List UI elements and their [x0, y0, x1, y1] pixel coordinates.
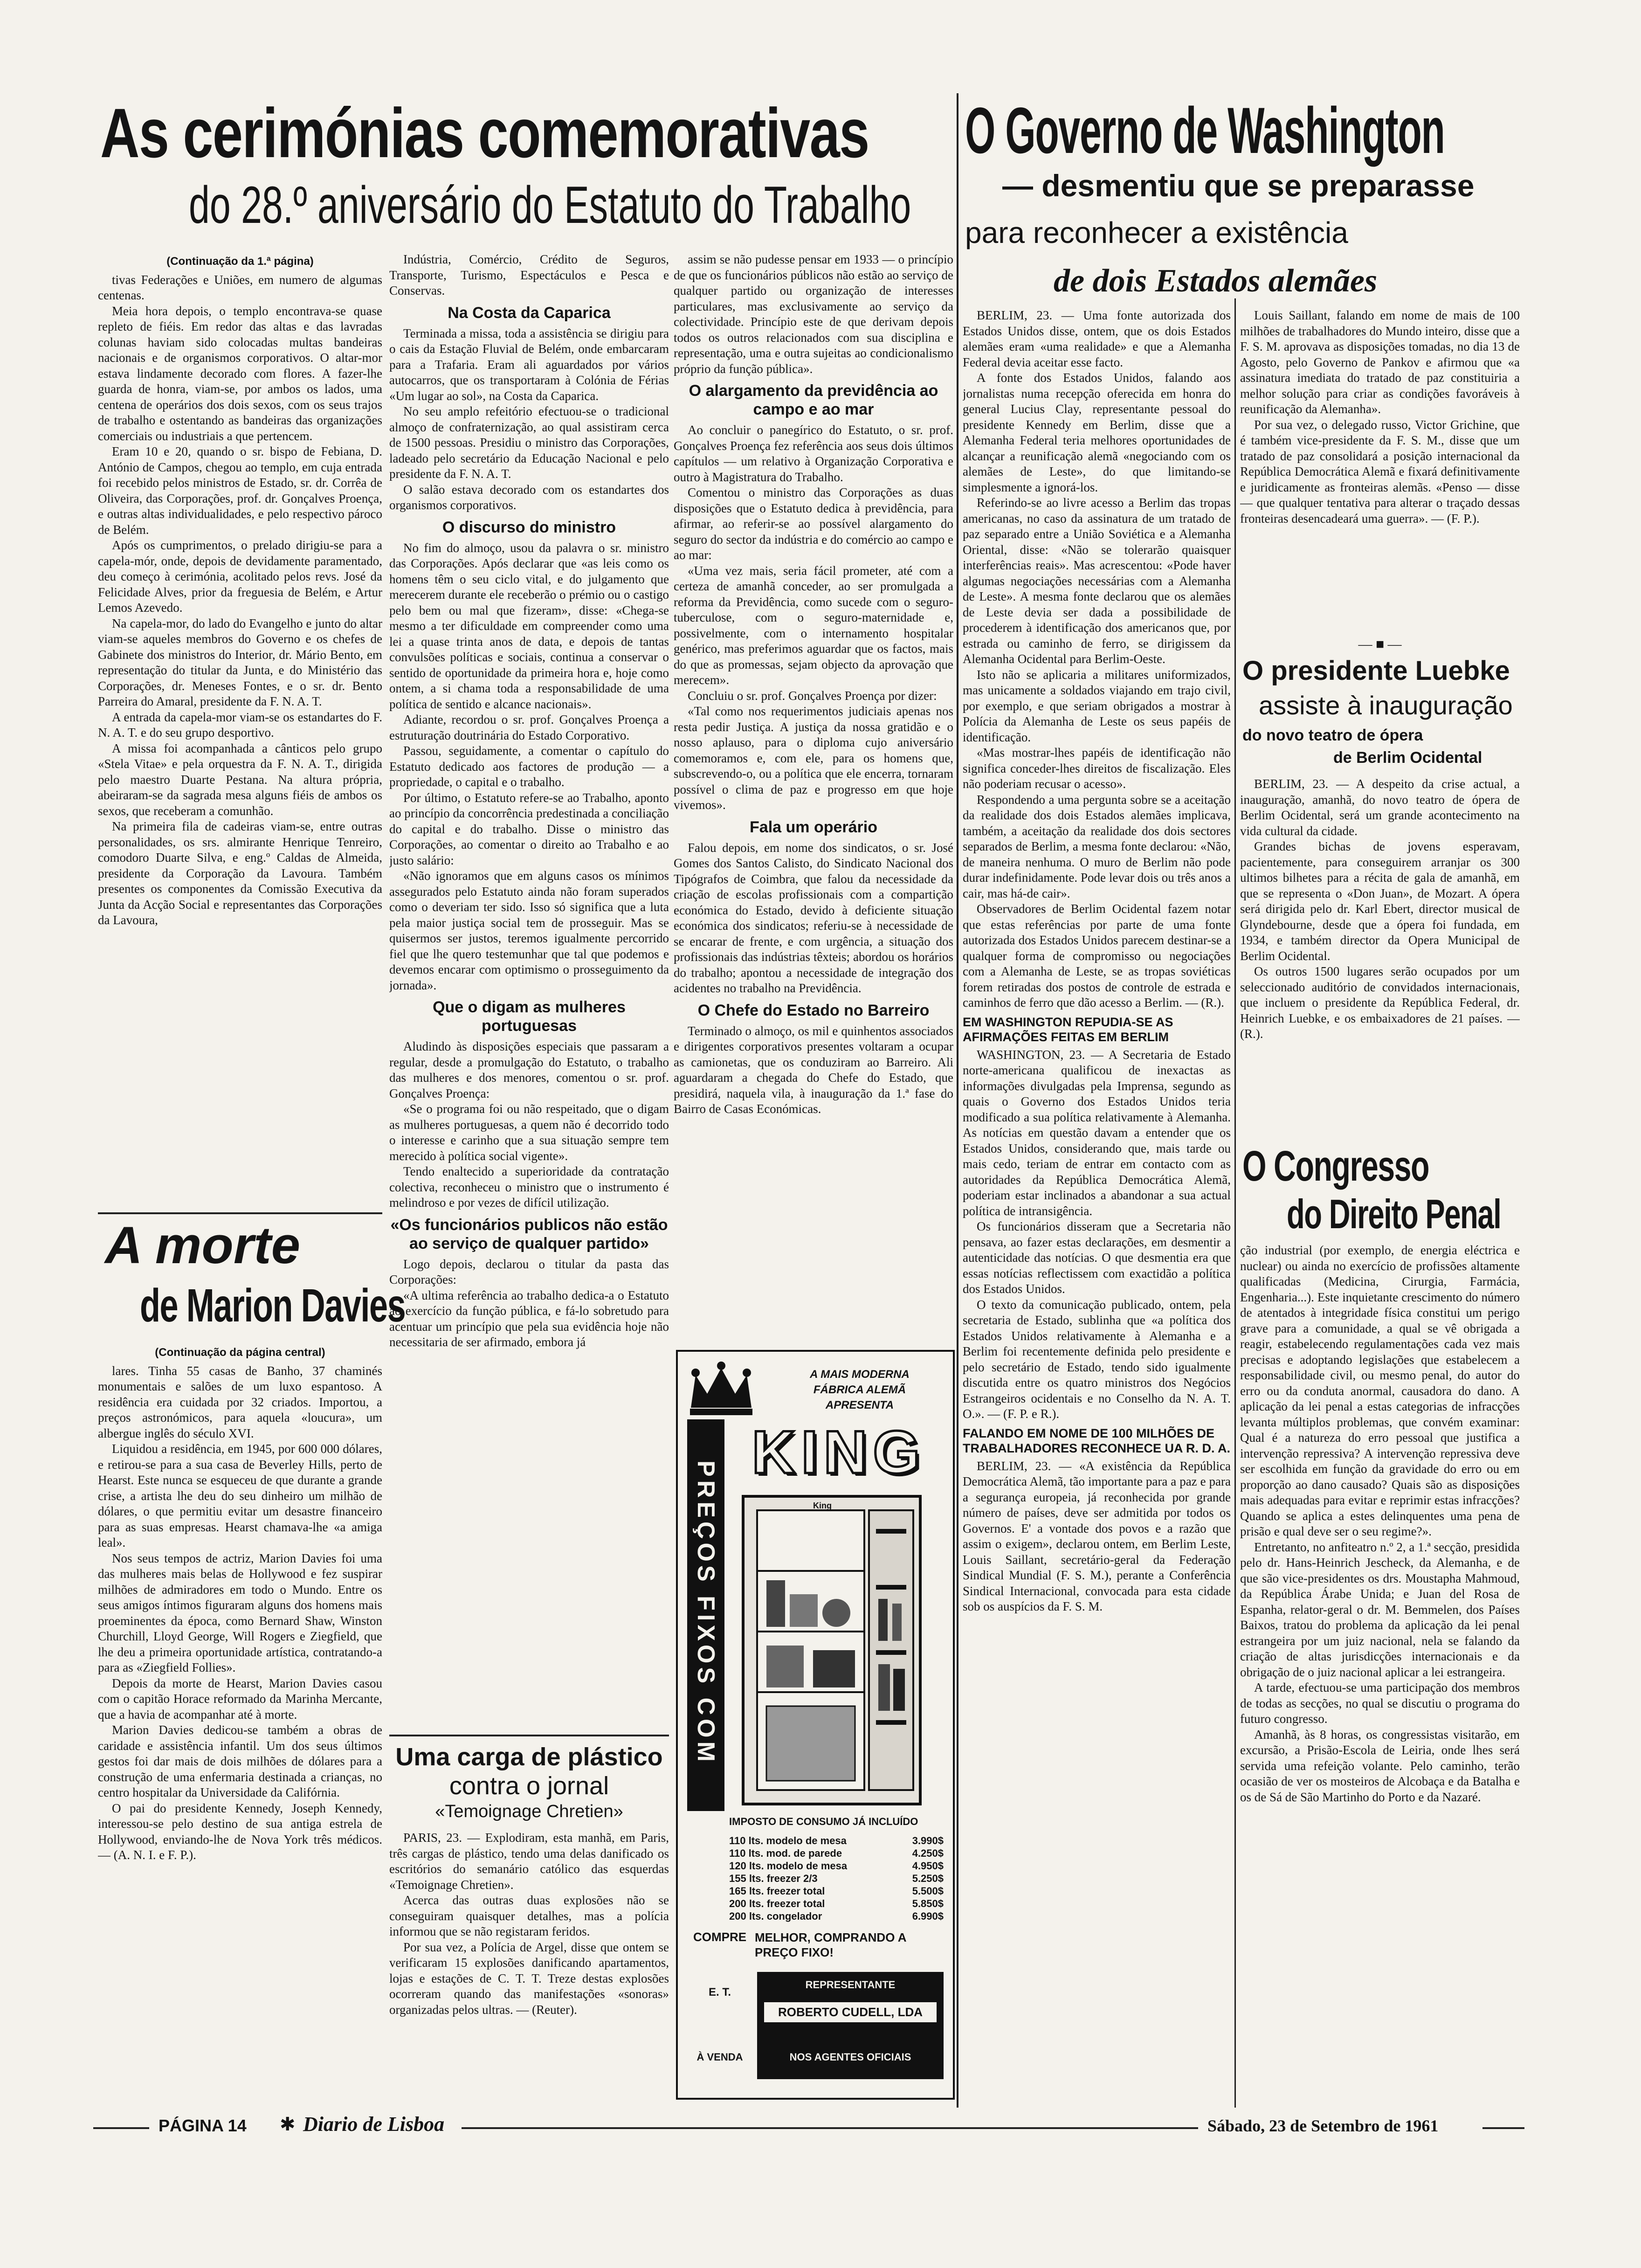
paragraph: A entrada da capela-mor viam-se os estandartes do F. N. A. T. e do seu grupo desportivo.	[98, 710, 382, 740]
subhead-operario: Fala um operário	[750, 818, 877, 836]
paragraph: Por sua vez, o delegado russo, Victor Grichine, que é também vice-presidente da F. S. M., disse que um tratado de paz consolidará a posição internacional da República Democrática Alemã e fixará definitivamente e juridicamente as fronteiras alemãs. «Penso — disse — que qualquer tentativa para alterar o traçado dessas fronteiras desencadeará uma guerra». — (F. P.).	[1240, 417, 1520, 526]
paragraph: Nos seus tempos de actriz, Marion Davies foi uma das mulheres mais belas de Hollywood e fez suspirar milhões de admiradores em todo o Mundo. Entre os seus amigos íntimos figuraram alguns dos homens mais proeminentes da época, como Bernard Shaw, Winston Churchill, Lloyd George, Will Rogers e Ziegfield, que lhe deu a primeira oportunidade artística, contratando-a para as «Ziegfield Follies».	[98, 1551, 382, 1674]
subhead-funcionarios: «Os funcionários publicos não estão ao serviço de qualquer partido»	[390, 1216, 668, 1252]
paragraph: «Não ignoramos que em alguns casos os mínimos assegurados pelo Estatuto ainda não foram superados como o deveriam ter sido. Isso só significa que a luta pela maior justiça social tem de prosseguir. Mas se quisermos ser justos, teremos igualmente percorrido fiel que lhe quero testemunhar que tal que podemos e devemos encarar com optimismo o prosseguimento da jornada».	[389, 869, 669, 992]
ad-price-table	[729, 1834, 944, 1922]
ad-tagline-3: APRESENTA	[825, 1399, 894, 1411]
footer-rule-mid	[462, 2127, 1198, 2129]
washington-column-1	[963, 308, 1231, 2103]
paragraph: Comentou o ministro das Corporações as duas disposições que o Estatuto dedica à previdência, para afirmar, ao referir-se ao possível alargamento do seguro do sector da indústria e do comércio ao campo e ao mar:	[674, 485, 953, 562]
paragraph: Referindo-se ao livre acesso a Berlim das tropas americanas, no caso da assinatura de um tratado de paz separado entre a União Soviética e a Alemanha Oriental, disse: «Não se tolerarão quaisquer interferências reais». Mas acrescentou: «Pode haver algumas negociações necessárias com a Alemanha de Leste». A mesma fonte declarou que os alemães de Leste devia ser dada a possibilidade de procederem à identificação dos americanos que, por estrada ou caminho de ferro, se dirigissem da Alemanha Ocidental para Berlim-Oeste.	[963, 496, 1231, 666]
ad-agents: NOS AGENTES OFICIAIS	[789, 2051, 911, 2063]
paragraph: A tarde, efectuou-se uma participação dos membros de todas as secções, no qual se discutiu o programa do futuro congresso.	[1240, 1680, 1520, 1726]
luebke-headline: O presidente Luebke	[1242, 656, 1510, 686]
paragraph: tivas Federações e Uniões, em numero de algumas centenas.	[98, 272, 382, 302]
king-advertisement	[676, 1350, 955, 2100]
washington-subheadline-1: — desmentiu que se preparasse	[1002, 168, 1475, 203]
footer-star-icon: ✱	[280, 2114, 296, 2135]
paragraph: Os funcionários disseram que a Secretaria não pensava, ao fazer estas declarações, em desmentir a autenticidade das notícias. O que desmentia era que essas notícias reflectissem com exactidão a política dos Estados Unidos.	[963, 1219, 1231, 1296]
ad-tagline-2: FÁBRICA ALEMÃ	[813, 1383, 906, 1396]
paragraph: Liquidou a residência, em 1945, por 600 000 dólares, e retirou-se para a sua casa de Beverley Hills, perto de Hearst. Este nunca se esqueceu de que durante a grande crise, a artista lhe deu do seu dinheiro um milhão de dólares, o que permitiu evitar um desastre financeiro para as suas empresas. Hearst chamava-lhe «a amiga leal».	[98, 1442, 382, 1549]
footer-date: Sábado, 23 de Setembro de 1961	[1207, 2116, 1439, 2135]
ad-slogan-a: COMPRE	[693, 1930, 747, 1944]
paragraph: Ao concluir o panegírico do Estatuto, o sr. prof. Gonçalves Proença fez referência aos seus dois últimos capítulos — um relativo à Organização Corporativa e outro à Magistratura do Trabalho.	[674, 423, 953, 484]
ad-tagline-1: A MAIS MODERNA	[810, 1368, 910, 1381]
price-row: 110 lts. mod. de parede 4.250$	[729, 1847, 944, 1859]
crown-icon	[686, 1361, 756, 1417]
paragraph: «Mas mostrar-lhes papéis de identificação não significa conceder-lhes direitos de fiscalização. Eles não poderiam recusar o acesso».	[963, 746, 1231, 791]
subhead-alargamento: O alargamento da previdência ao campo e ao mar	[689, 382, 938, 418]
marion-headline: A morte	[105, 1216, 301, 1274]
paragraph: Depois da morte de Hearst, Marion Davies casou com o capitão Horace reformado da Marinha Mercante, que a havia de acompanhar até à morte.	[98, 1676, 382, 1722]
ad-tax-line: IMPOSTO DE CONSUMO JÁ INCLUÍDO	[729, 1816, 918, 1827]
washington-subheadline-2: para reconhecer a existência	[965, 216, 1348, 249]
paragraph: Terminada a missa, toda a assistência se dirigiu para o cais da Estação Fluvial de Belém, onde embarcaram para a Trafaria. Eram ali aguardados por vários autocarros, que os transportaram à Colónia de Férias «Um lugar ao sol», na Costa da Caparica.	[389, 326, 669, 403]
ad-brand: KING	[752, 1418, 926, 1486]
marion-subheadline: de Marion Davies	[140, 1279, 406, 1332]
subhead-discurso: O discurso do ministro	[442, 518, 616, 536]
paragraph: O salão estava decorado com os estandartes dos organismos corporativos.	[389, 482, 669, 512]
paragraph: Adiante, recordou o sr. prof. Gonçalves Proença a estruturação doutrinária do Estado Corporativo.	[389, 712, 669, 742]
footer-paper-name: Diario de Lisboa	[303, 2113, 445, 2136]
price-row: 110 lts. modelo de mesa 3.990$	[729, 1835, 944, 1846]
paragraph: A missa foi acompanhada a cânticos pelo grupo «Stela Vitae» e pela orquestra da F. N. A. T., dirigida pelo maestro Duarte Pestana. Na altura própria, abeiraram-se da sagrada mesa alguns fiéis de ambos os sexos, que receberam a comunhão.	[98, 741, 382, 818]
paragraph: Por sua vez, a Polícia de Argel, disse que ontem se verificaram 15 explosões danificando apartamentos, lojas e estações de C. T. T. Treze destas explosões ocorreram quando das manifestações «sonoras» organizadas pelos ultras. — (Reuter).	[389, 1940, 669, 2017]
paragraph: O pai do presidente Kennedy, Joseph Kennedy, interessou-se pelo destino de sua antiga estrela de Hollywood, enviando-lhe de Nova York três médicos. — (A. N. I. e F. P.).	[98, 1801, 382, 1862]
paragraph: Passou, seguidamente, a comentar o capítulo do Estatuto dedicado aos factores de produção — a propriedade, o capital e o trabalho.	[389, 744, 669, 789]
congresso-subheadline: do Direito Penal	[1287, 1191, 1501, 1237]
subhead-digam: Que o digam as mulheres portuguesas	[433, 998, 626, 1035]
refrigerator-icon	[738, 1492, 925, 1809]
footer-page-number: PÁGINA 14	[159, 2116, 247, 2135]
paragraph: Marion Davies dedicou-se também a obras de caridade e assistência infantil. Um dos seus últimos gestos foi dar mais de dois milhões de dólares para a construção de uma enfermaria destinada a crianças, no centro hospitalar da Universidade da Califórnia.	[98, 1723, 382, 1799]
paragraph: Meia hora depois, o templo encontrava-se quase repleto de fiéis. Em redor das altas e das lavradas colunas haviam sido colocadas multas bandeiras nacionais e de organismos corporativos. O altar-mor estava lindamente decorado com flores. A fazer-lhe guarda de honra, viam-se, por ambos os lados, uma centena de operários dos dois sexos, com os seus trajos de trabalho e ostentando as bandeiras das organizações comerciais ou industriais a que pertencem.	[98, 304, 382, 443]
paragraph: ção industrial (por exemplo, de energia eléctrica e nuclear) ou ainda no exercício de profissões altamente qualificadas (Medicina, Cirurgia, Farmácia, Engenharia...). Este inquietante crescimento do número de atentados à integridade física constitui um perigo grave para a comunidade, a qual se vê obrigada a reagir, estabelecendo regulamentações cada vez mais precisas e adoptando legislações que estabelecem a responsabilidade civil, ou mesmo penal, do autor do erro ou da conduta anormal, causadora do dano. A aplicação da lei penal a estas categorias de infracções levanta múltiplos problemas, que convém examinar: Qual é a natureza do erro pessoal que justifica a intervenção repressiva? A intervenção repressiva deve ser escolhida em função da gravidade do erro ou em proporção ao dano causado? Quais são as disposições mais adequadas para evitar e reprimir estas infracções? Quando se aplica a estes delinquentes uma pena de prisão e qual deve ser o seu regime?».	[1240, 1243, 1520, 1538]
paragraph: Logo depois, declarou o titular da pasta das Corporações:	[389, 1257, 669, 1286]
paragraph: lares. Tinha 55 casas de Banho, 37 chaminés monumentais e salões de um luxo espantoso. A residência era cuidada por 32 criados. Importou, a preços astronómicos, para aquela «loucura», um albergue inglês do século XVI.	[98, 1363, 382, 1440]
paragraph: Na capela-mor, do lado do Evangelho e junto do altar viam-se aqueles membros do Governo e os chefes de Gabinete dos ministros do Interior, dr. Mário Bento, em representação do titular da Junta, e do Ministério das Corporações, dr. Meneses Fontes, e o sr. dr. Bento Parreira do Amaral, presidente da F. N. A. T.	[98, 616, 382, 708]
subhead-caparica: Na Costa da Caparica	[448, 304, 611, 322]
paragraph: Entretanto, no anfiteatro n.º 2, a 1.ª secção, presidida pelo dr. Hans-Heinrich Jescheck, da Alemanha, e de que são vice-presidentes os drs. Moustapha Mahmoud, da República Árabe Unida; e Juan del Rosa de Espanha, relator-geral o dr. M. Bemmelen, dos Países Baixos, tratou do problema da aplicação da lei penal estrangeira por um juiz nacional, nela se falando da criação de altas jurisdicções internacionais e da obrigação de o juiz nacional aplicar a lei estrangeira.	[1240, 1540, 1520, 1679]
divider-rule	[389, 1735, 669, 1736]
article-column-3	[674, 252, 953, 1343]
ad-rep-name: ROBERTO CUDELL, LDA	[764, 2002, 937, 2022]
paragraph: Concluiu o sr. prof. Gonçalves Proença por dizer:	[688, 688, 937, 703]
paragraph: A fonte dos Estados Unidos, falando aos jornalistas numa recepção oferecida em honra do general Lucius Clay, representante pessoal do presidente Kennedy em Berlim, disse que a Alemanha Federal teria melhores oportunidades de alcançar a reunificação alemã «negociando com os alemães de Leste», do que limitando-se simplesmente a ignorá-los.	[963, 371, 1231, 494]
paragraph: Respondendo a uma pergunta sobre se a aceitação da realidade dos dois Estados alemães implicava, também, a aceitação da realidade dos dois sectores separados de Berlim, a mesma fonte declarou: «Não, de maneira nenhuma. O muro de Berlim não pode durar indefinidamente. Pode levar dois ou três anos a cair, mas há-de cair».	[963, 792, 1231, 900]
footer-rule-left	[93, 2127, 149, 2129]
paragraph: No seu amplo refeitório efectuou-se o tradicional almoço de confraternização, ao qual assistiram cerca de 1500 pessoas. Presidiu o ministro das Corporações, ladeado pelo secretário da Educação Nacional e pelo presidente da F. N. A. T.	[389, 404, 669, 481]
paragraph: Após os cumprimentos, o prelado dirigiu-se para a capela-mór, onde, depois de devidamente paramentado, deu começo à cerimónia, acolitado pelos revs. José da Felicidade Alves, prior da freguesia de Belém, e Artur Lemos Azevedo.	[98, 538, 382, 615]
washington-column-2	[1240, 308, 1520, 639]
price-row: 120 lts. modelo de mesa 4.950$	[729, 1860, 944, 1872]
price-row: 200 lts. freezer total 5.850$	[729, 1898, 944, 1909]
luebke-column	[1240, 776, 1520, 1145]
paragraph: Tendo enaltecido a superioridade da contratação colectiva, reconheceu o ministro que o instrumento é melindroso e por vezes de difícil utilização.	[389, 1164, 669, 1210]
price-row: 155 lts. freezer 2/3 5.250$	[729, 1873, 944, 1884]
paragraph: Acerca das outras duas explosões não se conseguiram quaisquer detalhes, mas a polícia informou que se não registaram feridos.	[389, 1893, 669, 1938]
paragraph: BERLIM, 23. — A despeito da crise actual, a inauguração, amanhã, do novo teatro de ópera de Berlim Ocidental, será um grande acontecimento na vida cultural da cidade.	[1240, 777, 1520, 838]
ad-rep-label: REPRESENTANTE	[805, 1979, 896, 1991]
fridge-brand-label: King	[813, 1501, 832, 1510]
plastico-column	[389, 1830, 669, 2091]
subhead-falando: FALANDO EM NOME DE 100 MILHÕES DE TRABALHADORES RECONHECE UA R. D. A.	[963, 1426, 1231, 1455]
paragraph: assim se não pudesse pensar em 1933 — o princípio de que os funcionários públicos não estão ao serviço de qualquer partido ou organização de interesses particulares, mas exclusivamente ao serviço da colectividade. Princípio este de que derivam depois todos os outros relacionados com sua disciplina e representação, uma e outra sujeitas ao condicionalismo próprio da função pública».	[674, 252, 953, 376]
luebke-subheadline-1: assiste à inauguração	[1259, 691, 1513, 720]
paragraph: Grandes bichas de jovens esperavam, pacientemente, para conseguirem arranjar os 300 ultimos bilhetes para a récita de gala de amanhã, em que se representa o «Don Juan», de Mozart. A ópera será dirigida pelo dr. Karl Ebert, director musical de Glyndebourne, desde que a ópera foi fundada, em 1934, e também director da Opera Municipal de Berlim Ocidental.	[1240, 839, 1520, 963]
luebke-subheadline-3: de Berlim Ocidental	[1333, 749, 1482, 767]
washington-headline: O Governo de Washington	[965, 94, 1445, 167]
price-row: 165 lts. freezer total 5.500$	[729, 1885, 944, 1897]
continuation-note: (Continuação da 1.ª página)	[166, 255, 314, 268]
ad-slogan-b: MELHOR, COMPRANDO A PREÇO FIXO!	[755, 1930, 906, 1959]
paragraph: Observadores de Berlim Ocidental fazem notar que estas referências por parte de uma fonte autorizada dos Estados Unidos parecem destinar-se a qualquer forma de compromisso ou negociações com a Alemanha de Leste, se as tropas soviéticas forem retiradas dos postos de controle de estrada e caminhos de ferro que dão acesso a Berlim. — (R.).	[963, 902, 1231, 1010]
ad-venda: À VENDA	[696, 2051, 743, 2063]
column-rule	[957, 93, 958, 2108]
paragraph: «Tal como nos requerimentos judiciais apenas nos resta pedir Justiça. A justiça da nossa gratidão e o nosso aplauso, para o diploma cujo aniversário comemoramos e, com ele, para os homens que, subscrevendo-o, ou a política que ele encerra, tornaram possível o clima de paz e progresso em que hoje vivemos».	[674, 704, 953, 812]
plastico-subheadline: contra o jornal	[449, 1772, 609, 1800]
article-column-1	[98, 252, 382, 1203]
main-headline: As cerimónias comemorativas	[100, 94, 869, 172]
paragraph: BERLIM, 23. — «A existência da República Democrática Alemã, tão importante para a paz e para a segurança europeia, já reconhecida por grande número de países, deve ser admitida por todos os Governos. E' a vontade dos povos e a razão que assim o exigem», declarou ontem, em Berlim Leste, Louis Saillant, secretário-geral da Federação Sindical Mundial (F. S. M.), perante a Conferência Sindical Internacional, convocada para esta cidade sob os auspícios da F. S. M.	[963, 1459, 1231, 1613]
paragraph: PARIS, 23. — Explodiram, esta manhã, em Paris, três cargas de plástico, tendo uma delas danificado os escritórios do semanário católico das esquerdas «Temoignage Chretien».	[389, 1831, 669, 1892]
paragraph: Os outros 1500 lugares serão ocupados por um seleccionado auditório de convidados internacionais, que incluem o presidente da República Federal, dr. Heinrich Luebke, e os embaixadores de 21 países. — (R.).	[1240, 964, 1520, 1041]
congresso-headline: O Congresso	[1242, 1142, 1429, 1190]
paragraph: BERLIM, 23. — Uma fonte autorizada dos Estados Unidos disse, ontem, que os dois Estados alemães eram «uma realidade» e que a Alemanha Federal devia aceitar esse facto.	[963, 308, 1231, 369]
congresso-column	[1240, 1243, 1520, 2103]
paragraph: No fim do almoço, usou da palavra o sr. ministro das Corporações. Após declarar que «as leis como os homens têm o seu ciclo vital, e do julgamento que merecerem durante ele receberão o prémio ou o castigo pelo bem ou mal que fizeram», disse: «Chega-se mesmo a ter dificuldade em compreender como uma lei a quase trinta anos de data, e depois de tantas convulsões políticas e sociais, continua a conservar o sentido de oportunidade da primeira hora e, hoje como ontem, a si chama toda a responsabilidade de uma política de sentido e alcance nacionais».	[389, 540, 669, 711]
paragraph: Aludindo às disposições especiais que passaram a regular, desde a promulgação do Estatuto, o trabalho das mulheres e dos menores, comentou o sr. prof. Gonçalves Proença:	[389, 1039, 669, 1100]
paragraph: Louis Saillant, falando em nome de mais de 100 milhões de trabalhadores do Mundo inteiro, disse que a F. S. M. aprovava as disposições tomadas, no dia 13 de Agosto, pelo Governo de Pankov e afirmou que «a assinatura imediata do tratado de paz constituiria a melhor solução para criar as condições favoráveis à reunificação da Alemanha».	[1240, 308, 1520, 416]
column-rule	[1234, 298, 1236, 2108]
main-subheadline: do 28.º aniversário do Estatuto do Trabalho	[189, 176, 911, 234]
continuation-note: (Continuação da página central)	[155, 1346, 325, 1359]
paragraph: Isto não se aplicaria a militares uniformizados, mas unicamente a soldados viajando em trajo civil, por exemplo, e que seriam obrigados a mostrar à Polícia da Alemanha de Leste os seus papéis de identificação.	[963, 667, 1231, 744]
plastico-subheadline-2: «Temoignage Chretien»	[435, 1802, 623, 1821]
plastico-headline: Uma carga de plástico	[395, 1743, 663, 1771]
paragraph: «Se o programa foi ou não respeitado, que o digam as mulheres portuguesas, a quem não é decorrido todo o interesse e carinho que a sua situação sempre tem merecido à política social vigente».	[389, 1102, 669, 1163]
price-row: 200 lts. congelador 6.990$	[729, 1910, 944, 1922]
paragraph: Eram 10 e 20, quando o sr. bispo de Febiana, D. António de Campos, chegou ao templo, em cuja entrada foi recebido pelos ministros de Estado, sr. dr. Corrêa de Oliveira, das Corporações, prof. dr. Gonçalves Proença, e outras altas individualidades, e pelo respectivo pároco de Belém.	[98, 444, 382, 537]
marion-column	[98, 1343, 382, 2080]
paragraph: O texto da comunicação publicado, ontem, pela secretaria de Estado, sublinha que «a política dos Estados Unidos relativamente à Alemanha e a Berlim foi recentemente definida pelo presidente e pelo secretário de Estado, tendo sido igualmente discutida entre os quatro ministros dos Negócios Estrangeiros ocidentais e no Conselho da N. A. T. O.». — (F. P. e R.).	[963, 1297, 1231, 1421]
luebke-subheadline-2: do novo teatro de ópera	[1242, 726, 1423, 744]
paragraph: Indústria, Comércio, Crédito de Seguros, Transporte, Turismo, Espectáculos e Pesca e Conservas.	[389, 252, 669, 297]
subhead-chefe: O Chefe do Estado no Barreiro	[697, 1001, 930, 1019]
subhead-repudia: EM WASHINGTON REPUDIA-SE AS AFIRMAÇÕES FEITAS EM BERLIM	[963, 1015, 1173, 1044]
paragraph: Na primeira fila de cadeiras viam-se, entre outras personalidades, os srs. almirante Henrique Tenreiro, comodoro Duarte Silva, e eng.º Caldas de Almeida, presidente da Corporação da Lavoura. Também presentes os componentes da Comissão Executiva da Junta da Acção Social e representantes das Corporações da Lavoura,	[98, 819, 382, 927]
paragraph: Amanhã, às 8 horas, os congressistas visitarão, em excursão, a Prisão-Escola de Leiria, onde lhes será servida uma refeição volante. Pelo caminho, terão ocasião de ver os mosteiros de Alcobaça e da Batalha e os de Sá de São Martinho do Porto e da Nazaré.	[1240, 1727, 1520, 1804]
ad-vertical-text: PREÇOS FIXOS COM	[692, 1460, 719, 1765]
washington-subheadline-3: de dois Estados alemães	[1054, 263, 1378, 299]
ad-et: E. T.	[708, 1986, 731, 1998]
paragraph: Terminado o almoço, os mil e quinhentos associados e dirigentes corporativos presentes voltaram a ocupar as camionetas, que os conduziram ao Barreiro. Ali aguardaram a chegada do Chefe do Estado, que presidirá, naquela vila, à inauguração da 1.ª fase do Bairro de Casas Económicas.	[674, 1023, 953, 1116]
section-ornament: — ■ —	[1358, 636, 1402, 652]
paragraph: «A ultima referência ao trabalho dedica-a o Estatuto ao exercício da função pública, e fá-lo sobretudo para acentuar um princípio que pela sua evidência hoje não necessitaria de ser afirmado, embora já	[389, 1288, 669, 1349]
divider-rule	[98, 1212, 382, 1214]
footer-rule-right	[1482, 2127, 1524, 2129]
paragraph: «Uma vez mais, seria fácil prometer, até com a certeza de amanhã conceder, ao ser promulgada a reforma da Previdência, como sucede com o seguro-tuberculose, com o seguro-maternidade e, possivelmente, com o internamento hospitalar genérico, mas preferimos aguardar que os factos, mais do que as promessas, sejam objecto da aprovação que merecem».	[674, 563, 953, 687]
paragraph: Falou depois, em nome dos sindicatos, o sr. José Gomes dos Santos Calisto, do Sindicato Nacional dos Tipógrafos de Coimbra, que falou da necessidade da criação de escolas profissionais com a compartição económica do Estado, devido à deficiente situação económica dos sindicatos; referiu-se à necessidade de se encarar de frente, e com urgência, a situação dos profissionais das indústrias têxteis; abordou os horários do trabalho; apontou a necessidade de integração dos acidentes no trabalho na Previdência.	[674, 840, 953, 995]
paragraph: WASHINGTON, 23. — A Secretaria de Estado norte-americana qualificou de inexactas as informações divulgadas pela Imprensa, segundo as quais o Governo dos Estados Unidos teria modificado a sua política relativamente à Alemanha. As notícias em questão davam a entender que os Estados Unidos, considerando que, mais tarde ou mais cedo, teriam de entrar em contacto com as autoridades da República Democrática Alemã, poderiam estar inclinados a abandonar a sua actual política de intransigência.	[963, 1047, 1231, 1218]
paragraph: Por último, o Estatuto refere-se ao Trabalho, aponto ao princípio da concorrência predestinada a conciliação do capital e do trabalho. Disse o ministro das Corporações, ao comentar o direito ao Trabalho e ao justo salário:	[389, 790, 669, 867]
